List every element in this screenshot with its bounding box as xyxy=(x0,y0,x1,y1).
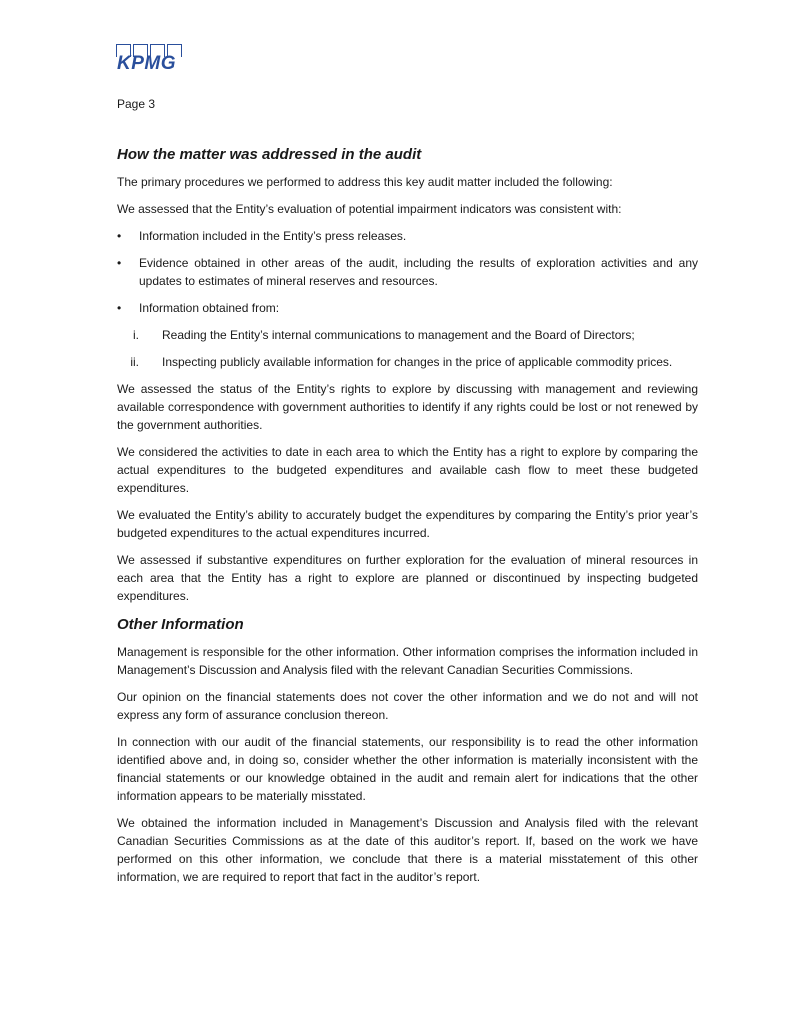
paragraph-management: Management is responsible for the other information. Other information comprises the information included in Management’s Discussion and Analysis filed with the relevant Canadian Securities Commissions. xyxy=(117,645,698,677)
bullet-item xyxy=(117,299,698,317)
logo-text: KPMG xyxy=(117,53,176,74)
paragraph-activities: We considered the activities to date in each area to which the Entity has a right to explore by comparing the actual expenditures to the budgeted expenditures and available cash flow to meet these budgeted expenditures. xyxy=(117,445,698,495)
bullet-mark: • xyxy=(117,301,122,315)
bullet-text: Evidence obtained in other areas of the audit, including the results of exploration activities and any updates to estimates of mineral reserves and resources. xyxy=(139,256,698,288)
section-heading-other-info: Other Information xyxy=(117,616,244,633)
kpmg-logo xyxy=(116,44,188,76)
paragraph-opinion: Our opinion on the financial statements does not cover the other information and we do not and will not express any form of assurance conclusion thereon. xyxy=(117,690,698,722)
bullet-text: Information included in the Entity’s press releases. xyxy=(139,229,407,243)
paragraph-rights: We assessed the status of the Entity’s rights to explore by discussing with management and reviewing available correspondence with government authorities to identify if any rights could be lost or not renewed by the government authorities. xyxy=(117,382,698,432)
bullet-item xyxy=(117,254,698,290)
paragraph-assessed-intro: We assessed that the Entity’s evaluation of potential impairment indicators was consistent with: xyxy=(117,202,622,216)
document-body xyxy=(117,144,698,895)
paragraph-expenditures: We assessed if substantive expenditures on further exploration for the evaluation of mineral resources in each area that the Entity has a right to explore are planned or discontinued by inspecting budgeted expenditures. xyxy=(117,553,698,603)
bullet-mark: • xyxy=(117,229,122,243)
sub-list-item xyxy=(117,353,698,371)
section-heading-audit: How the matter was addressed in the audit xyxy=(117,146,422,163)
sub-list-number: i. xyxy=(133,328,139,342)
paragraph-budget: We evaluated the Entity’s ability to accurately budget the expenditures by comparing the Entity’s prior year’s budgeted expenditures to the actual expenditures incurred. xyxy=(117,508,698,540)
sub-list-number: ii. xyxy=(130,355,139,369)
paragraph-obtained: We obtained the information included in Management’s Discussion and Analysis filed with the relevant Canadian Securities Commissions as at the date of this auditor’s report. If, based on the work we have performed on this other information, we conclude that there is a material misstatement of this other information, we are required to report that fact in the auditor’s report. xyxy=(117,816,698,884)
bullet-mark: • xyxy=(117,256,122,270)
sub-list-item xyxy=(117,326,698,344)
page-number: Page 3 xyxy=(117,97,156,111)
paragraph-intro: The primary procedures we performed to address this key audit matter included the following: xyxy=(117,175,613,189)
bullet-text: Information obtained from: xyxy=(139,301,280,315)
bullet-item xyxy=(117,227,698,245)
sub-list-text: Inspecting publicly available information for changes in the price of applicable commodity prices. xyxy=(162,355,673,369)
sub-list-text: Reading the Entity’s internal communications to management and the Board of Directors; xyxy=(162,328,635,342)
paragraph-connection: In connection with our audit of the financial statements, our responsibility is to read the other information identified above and, in doing so, consider whether the other information is materially inconsistent with the financial statements or our knowledge obtained in the audit and remain alert for indications that the other information appears to be materially misstated. xyxy=(117,735,698,803)
